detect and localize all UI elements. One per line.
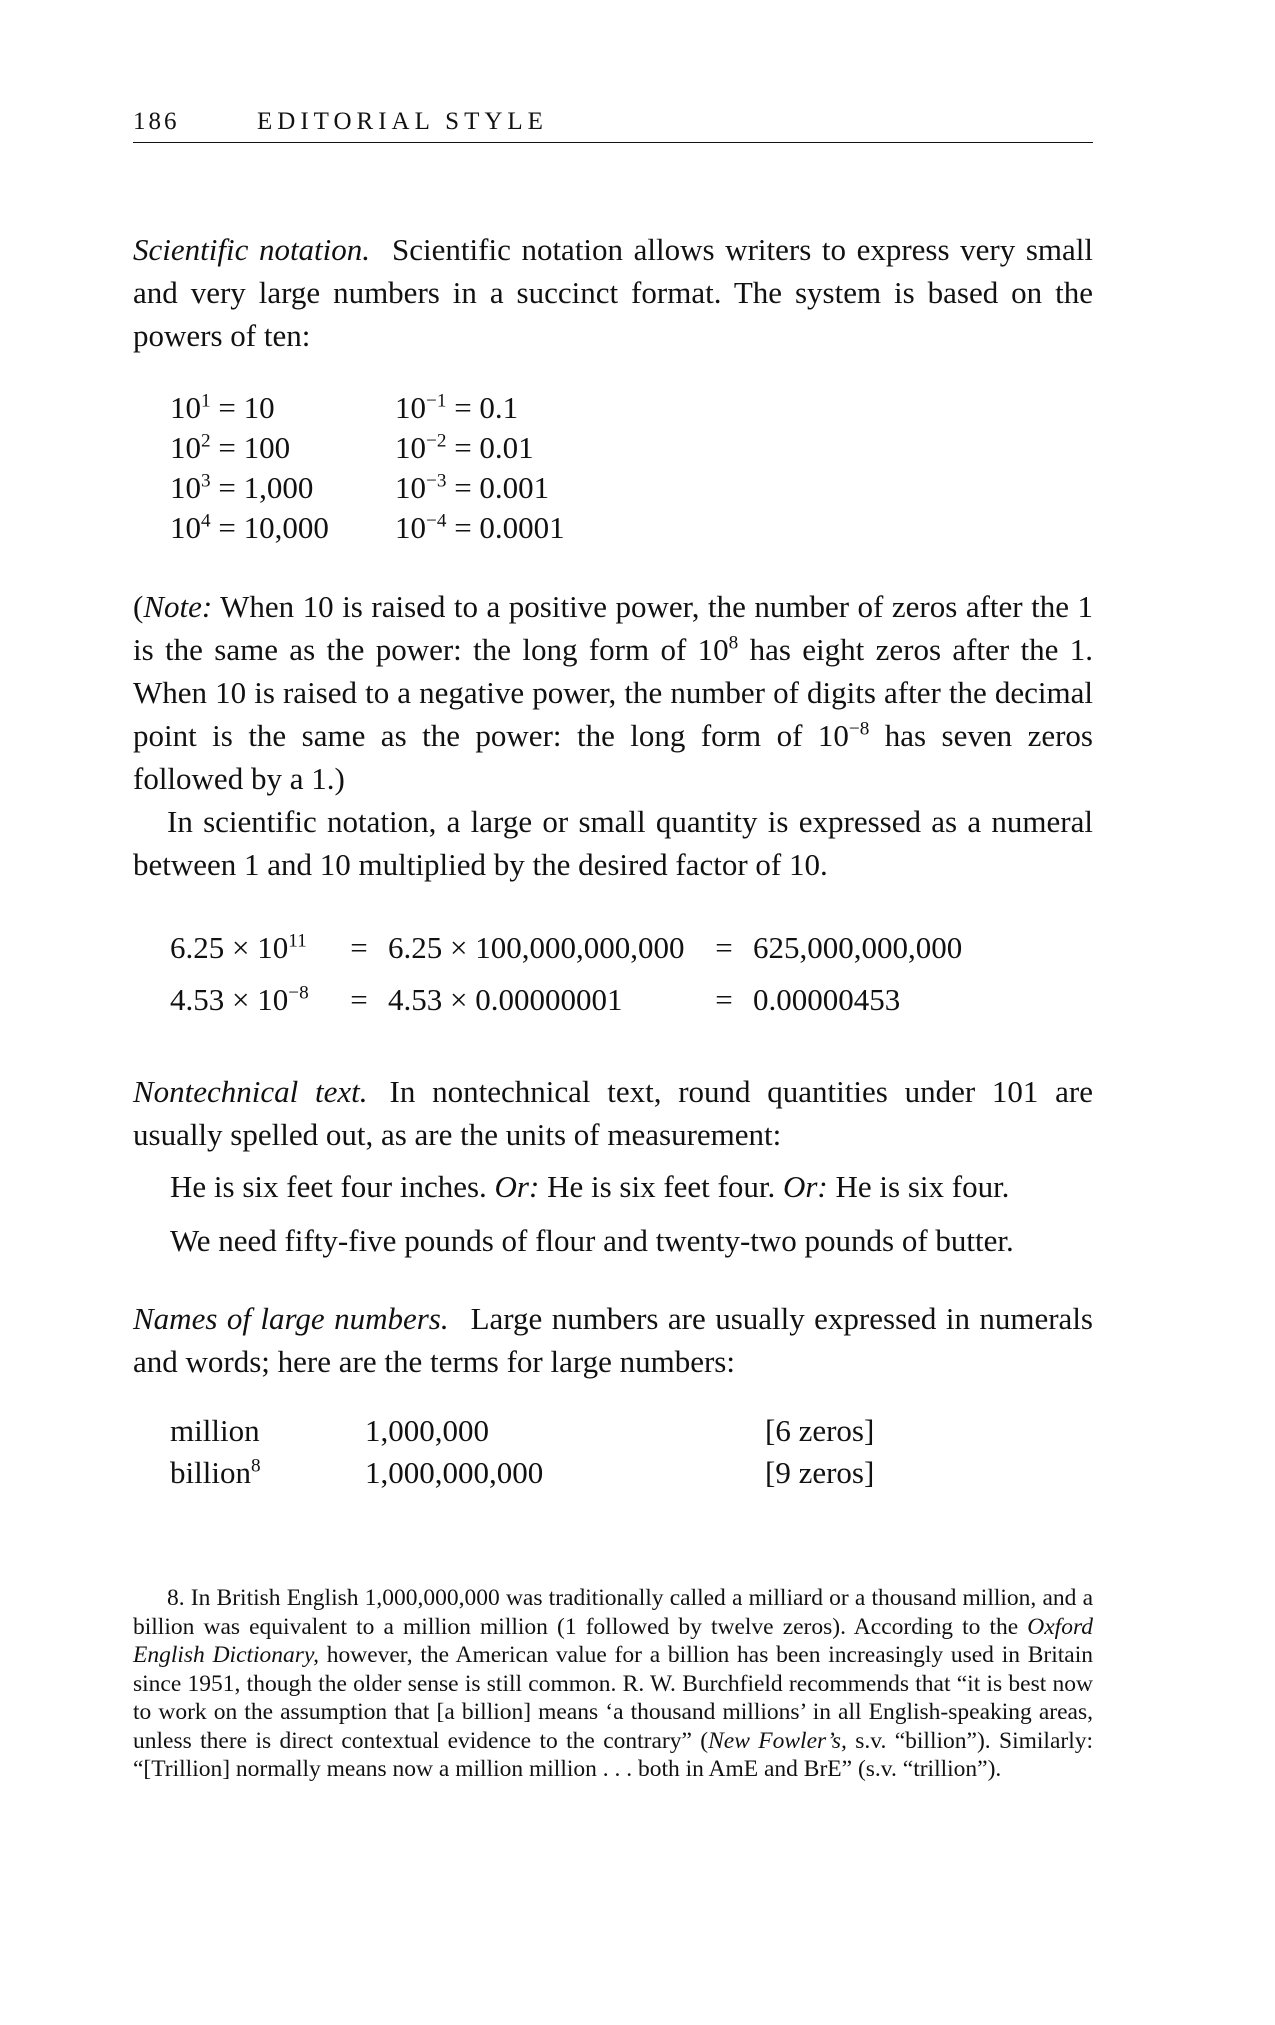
number-zeros: [6 zeros] <box>765 1413 875 1448</box>
power-positive-1: $10^1 = 10$ <box>170 390 275 425</box>
powers-of-ten-table <box>170 388 670 548</box>
example-line: We need fifty-five pounds of flour and twenty-two pounds of butter. <box>170 1223 1014 1258</box>
section-lead-nontechnical-text: Nontechnical text. <box>133 1074 368 1109</box>
number-zeros: [9 zeros] <box>765 1455 875 1490</box>
equation-row: $6.25 \times 10^{11}$ = 6.25 × 100,000,000,000 = 625,000,000,000 <box>170 930 963 965</box>
power-negative-1: $10^{-1} = 0.1$ <box>395 390 519 425</box>
equation-row: $4.53 \times 10^{-8}$ = 4.53 × 0.00000001 = 0.00000453 <box>170 982 901 1017</box>
note-paragraph: (Note: When 10 is raised to a positive power, the number of zeros after the 1 is the same as the power: the long form of $10^8$ has eight zeros after the 1. When 10 is raised to a negative power, the number of digits after the decimal point is the same as the power: the long form of $10^{-8}$ has seven zeros followed by a 1.) <box>133 589 1094 796</box>
large-numbers-paragraph: Names of large numbers. Large numbers are usually expressed in numerals and words; here are the terms for large numbers: <box>133 1301 1093 1379</box>
power-positive-3: $10^3 = 1,000$ <box>170 470 314 505</box>
number-numeral: 1,000,000 <box>365 1413 489 1448</box>
note-label: Note: <box>143 589 213 624</box>
running-head: EDITORIAL STYLE <box>257 108 548 135</box>
number-name: billion$^8$ <box>170 1455 261 1490</box>
power-negative-4: $10^{-4} = 0.0001$ <box>395 510 565 545</box>
equations-block <box>170 922 993 1026</box>
section-lead-scientific-notation: Scientific notation. <box>133 232 371 267</box>
large-numbers-table <box>170 1410 875 1494</box>
power-positive-4: $10^4 = 10,000$ <box>170 510 329 545</box>
power-negative-3: $10^{-3} = 0.001$ <box>395 470 550 505</box>
power-positive-2: $10^2 = 100$ <box>170 430 291 465</box>
paragraph-text: Scientific notation allows writers to express very small and very large numbers in a succinct format. The system is based on the powers of ten: <box>133 232 1093 353</box>
nontechnical-text-paragraph: Nontechnical text. In nontechnical text, round quantities under 101 are usually spelled out, as are the units of measurement: <box>133 1074 1093 1152</box>
page-number: 186 <box>133 108 180 135</box>
running-header <box>133 108 1093 143</box>
footnote-8: 8. In British English 1,000,000,000 was traditionally called a milliard or a thousand million, and a billion was equivalent to a million million (1 followed by twelve zeros). According to the Oxford English Dictionary, however, the American value for a billion has been increasingly used in Britain since 1951, though the older sense is still common. R. W. Burchfield recommends that “it is best now to work on the assumption that [a billion] means ‘a thousand millions’ in all English-speaking areas, unless there is direct contextual evidence to the contrary” (New Fowler’s, s.v. “billion”). Similarly: “[Trillion] normally means now a million million . . . both in AmE and BrE” (s.v. “trillion”). <box>133 1585 1094 1782</box>
footnote-reference: 8 <box>250 1455 261 1477</box>
power-negative-2: $10^{-2} = 0.01$ <box>395 430 534 465</box>
scientific-notation-definition-paragraph: In scientific notation, a large or small quantity is expressed as a numeral between 1 and 10 multiplied by the desired factor of 10. <box>133 804 1093 882</box>
examples-block <box>170 1160 1093 1268</box>
footnote-number: 8. <box>167 1585 185 1611</box>
example-line: He is six feet four inches. Or: He is six feet four. Or: He is six four. <box>170 1169 1010 1204</box>
number-numeral: 1,000,000,000 <box>365 1455 544 1490</box>
number-name: million <box>170 1413 260 1448</box>
section-lead-large-numbers: Names of large numbers. <box>133 1301 449 1336</box>
scientific-notation-paragraph <box>133 228 1093 357</box>
